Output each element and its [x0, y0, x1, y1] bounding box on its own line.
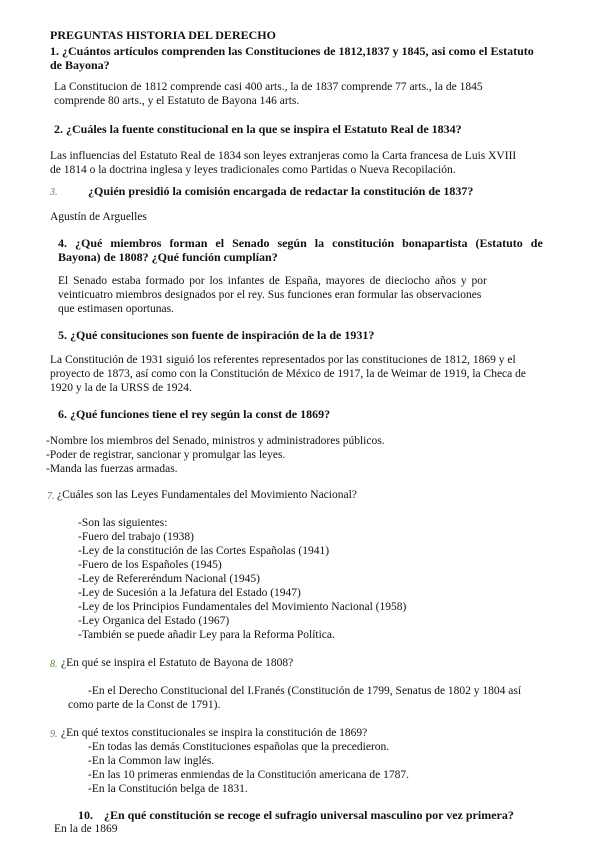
answer-2-line-1: Las influencias del Estatuto Real de 1834 son leyes extranjeras como la Carta francesa de Luis XVIII [50, 150, 517, 162]
answer-8-line-1: -En el Derecho Constitucional del I.Franés (Constitución de 1799, Senatus de 1802 y 1804 así [88, 685, 522, 697]
question-3-number: 3. [50, 187, 58, 198]
answer-8-line-2: como parte de la Const de 1791). [68, 699, 221, 711]
answer-3: Agustín de Arguelles [50, 211, 147, 223]
question-7: ¿Cuáles son las Leyes Fundamentales del Movimiento Nacional? [57, 489, 357, 501]
answer-7-item: -Fuero del trabajo (1938) [78, 531, 194, 543]
question-8: ¿En qué se inspira el Estatuto de Bayona de 1808? [61, 657, 294, 669]
answer-4-line-3: que estimasen oportunas. [58, 303, 174, 315]
answer-10: En la de 1869 [54, 823, 118, 835]
question-7-number: 7. [47, 491, 55, 502]
answer-9-item: -En la Common law inglés. [88, 755, 215, 767]
answer-9-item: -En las 10 primeras enmiendas de la Constitución americana de 1787. [88, 769, 409, 781]
question-8-number: 8. [50, 659, 58, 670]
question-1-line-2: de Bayona? [50, 58, 110, 72]
answer-6-item-1: -Nombre los miembros del Senado, ministros y administradores públicos. [46, 435, 385, 447]
question-10: ¿En qué constitución se recoge el sufragio universal masculino por vez primera? [104, 808, 514, 822]
answer-1-line-1: La Constitucion de 1812 comprende casi 400 arts., la de 1837 comprende 77 arts., la de 1845 [54, 81, 483, 93]
question-10-number: 10. [78, 808, 93, 822]
question-3: ¿Quién presidió la comisión encargada de redactar la constitución de 1837? [88, 184, 474, 198]
answer-7-item: -Son las siguientes: [78, 517, 168, 529]
question-5: 5. ¿Qué consituciones son fuente de inspiración de la de 1931? [58, 328, 375, 342]
answer-6-item-2: -Poder de registrar, sancionar y promulgar las leyes. [46, 449, 286, 461]
answer-7-item: -Ley de Refereréndum Nacional (1945) [78, 573, 261, 585]
question-6: 6. ¿Qué funciones tiene el rey según la const de 1869? [58, 407, 331, 421]
answer-7-item: -También se puede añadir Ley para la Reforma Política. [78, 629, 335, 641]
question-9: ¿En qué textos constitucionales se inspira la constitución de 1869? [61, 727, 368, 739]
document-title: PREGUNTAS HISTORIA DEL DERECHO [50, 28, 276, 42]
answer-7-item: -Ley de la constitución de las Cortes Españolas (1941) [78, 545, 330, 557]
answer-5-line-3: 1920 y la de la URSS de 1924. [50, 382, 192, 394]
answer-1-line-2: comprende 80 arts., y el Estatuto de Bayona 146 arts. [54, 95, 300, 107]
answer-9-item: -En todas las demás Constituciones españolas que la precedieron. [88, 741, 390, 753]
answer-7-item: -Fuero de los Españoles (1945) [78, 559, 222, 571]
answer-5-line-2: proyecto de 1873, así como con la Constitución de México de 1917, la de Weimar de 1919, la Checa de [50, 368, 526, 380]
answer-4-line-2: veinticuatro miembros designados por el rey. Sus funciones eran formular las observaciones [58, 289, 482, 301]
question-9-number: 9. [50, 729, 58, 740]
answer-5-line-1: La Constitución de 1931 siguió los referentes representados por las constituciones de 1812, 1869 y el [50, 354, 516, 366]
question-4-line-2: Bayona) de 1808? ¿Qué función cumplían? [58, 250, 278, 264]
answer-6-item-3: -Manda las fuerzas armadas. [46, 463, 178, 475]
answer-7-item: -Ley de los Principios Fundamentales del Movimiento Nacional (1958) [78, 601, 407, 613]
question-4-line-1: 4. ¿Qué miembros forman el Senado según la constitución bonapartista (Estatuto de [58, 236, 543, 250]
answer-7-item: -Ley de Sucesión a la Jefatura del Estado (1947) [78, 587, 301, 599]
answer-4-line-1: El Senado estaba formado por los infantes de España, mayores de dieciocho años y por [58, 275, 487, 287]
answer-9-item: -En la Constitución belga de 1831. [88, 783, 248, 795]
answer-7-item: -Ley Organica del Estado (1967) [78, 615, 230, 627]
question-1-line-1: 1. ¿Cuántos artículos comprenden las Constituciones de 1812,1837 y 1845, asi como el Estatuto [50, 44, 534, 58]
answer-2-line-2: de 1814 o la doctrina inglesa y leyes tradicionales como Partidas o Nueva Recopilación. [50, 164, 456, 176]
question-2: 2. ¿Cuáles la fuente constitucional en la que se inspira el Estatuto Real de 1834? [54, 122, 462, 136]
